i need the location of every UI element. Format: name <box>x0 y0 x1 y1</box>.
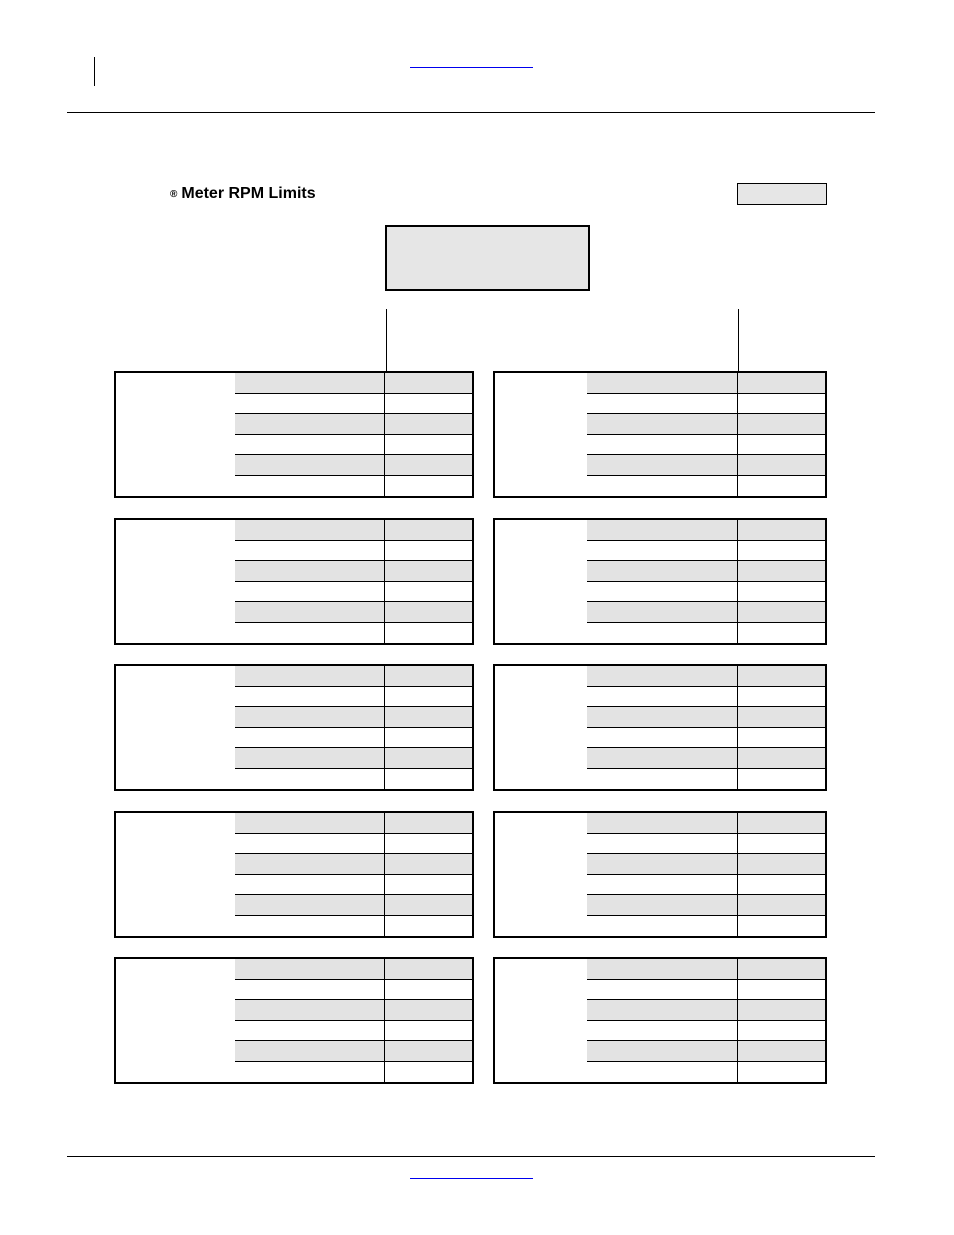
limits-table-left <box>114 664 474 791</box>
table-cell-value <box>738 435 825 455</box>
table-cell-value <box>385 728 472 748</box>
table-cell-label <box>235 769 385 790</box>
table-cell-label <box>587 561 738 581</box>
table-row <box>587 541 825 562</box>
table-row <box>587 582 825 603</box>
table-cell-label <box>587 959 738 979</box>
table-cell-label <box>235 1021 385 1041</box>
table-row <box>235 476 472 497</box>
table-cell-label <box>587 435 738 455</box>
table-row <box>587 1000 825 1021</box>
limits-table-right <box>493 957 827 1084</box>
table-row <box>587 916 825 937</box>
table-cell-value <box>385 834 472 854</box>
table-grid <box>587 520 825 643</box>
table-row <box>587 813 825 834</box>
table-cell-label <box>587 748 738 768</box>
table-cell-label <box>587 373 738 393</box>
table-row <box>587 854 825 875</box>
table-cell-label <box>235 455 385 475</box>
table-cell-label <box>587 414 738 434</box>
table-cell-label <box>587 582 738 602</box>
table-row <box>587 748 825 769</box>
table-cell-value <box>738 980 825 1000</box>
table-grid <box>587 959 825 1082</box>
table-cell-value <box>738 854 825 874</box>
table-row <box>587 707 825 728</box>
table-cell-label <box>587 1041 738 1061</box>
table-cell-label <box>235 541 385 561</box>
table-cell-label <box>235 582 385 602</box>
table-cell-value <box>385 1021 472 1041</box>
table-cell-value <box>385 875 472 895</box>
table-cell-value <box>738 916 825 937</box>
table-cell-label <box>587 728 738 748</box>
table-cell-label <box>235 959 385 979</box>
table-cell-label <box>235 623 385 644</box>
table-cell-label <box>235 748 385 768</box>
connector-line-left <box>386 309 387 371</box>
table-row <box>235 1000 472 1021</box>
table-cell-label <box>587 394 738 414</box>
table-cell-label <box>587 980 738 1000</box>
table-cell-label <box>235 373 385 393</box>
table-cell-label <box>587 875 738 895</box>
table-cell-label <box>587 687 738 707</box>
table-cell-value <box>385 582 472 602</box>
table-row <box>235 582 472 603</box>
table-row <box>235 414 472 435</box>
table-row <box>587 1041 825 1062</box>
table-cell-value <box>738 394 825 414</box>
table-cell-label <box>235 687 385 707</box>
table-cell-value <box>385 476 472 497</box>
table-row <box>587 834 825 855</box>
table-cell-label <box>587 769 738 790</box>
table-grid <box>235 666 472 789</box>
table-cell-label <box>235 980 385 1000</box>
table-cell-label <box>587 916 738 937</box>
table-row <box>235 769 472 790</box>
table-cell-value <box>738 834 825 854</box>
table-cell-label <box>587 707 738 727</box>
table-cell-label <box>587 455 738 475</box>
table-cell-value <box>738 623 825 644</box>
table-cell-value <box>738 455 825 475</box>
table-cell-value <box>385 748 472 768</box>
table-row <box>235 916 472 937</box>
table-row <box>235 394 472 415</box>
limits-table-left <box>114 371 474 498</box>
table-cell-value <box>738 414 825 434</box>
table-row <box>235 666 472 687</box>
table-row <box>587 875 825 896</box>
table-row <box>587 666 825 687</box>
table-cell-value <box>385 1000 472 1020</box>
table-cell-value <box>385 435 472 455</box>
table-cell-label <box>587 520 738 540</box>
table-cell-value <box>385 1062 472 1083</box>
table-row <box>235 1062 472 1083</box>
table-cell-value <box>385 455 472 475</box>
table-cell-label <box>235 520 385 540</box>
table-row <box>587 394 825 415</box>
table-cell-label <box>587 602 738 622</box>
table-row <box>235 980 472 1001</box>
table-cell-label <box>587 666 738 686</box>
table-cell-label <box>235 476 385 497</box>
table-row <box>235 561 472 582</box>
table-cell-value <box>385 1041 472 1061</box>
table-cell-label <box>587 834 738 854</box>
table-cell-label <box>587 895 738 915</box>
table-row <box>235 1021 472 1042</box>
table-row <box>235 373 472 394</box>
table-cell-value <box>385 623 472 644</box>
registered-mark: ® <box>170 189 178 200</box>
table-cell-value <box>385 373 472 393</box>
table-cell-value <box>738 1041 825 1061</box>
table-cell-value <box>738 666 825 686</box>
table-cell-label <box>235 602 385 622</box>
table-cell-label <box>587 541 738 561</box>
table-grid <box>235 813 472 936</box>
table-cell-label <box>235 1000 385 1020</box>
table-row <box>235 959 472 980</box>
table-cell-label <box>587 1000 738 1020</box>
table-row <box>235 813 472 834</box>
table-row <box>235 728 472 749</box>
table-grid <box>587 373 825 496</box>
table-row <box>235 541 472 562</box>
header-rule <box>67 112 875 113</box>
table-cell-label <box>587 854 738 874</box>
limits-table-right <box>493 664 827 791</box>
table-cell-value <box>738 707 825 727</box>
table-row <box>587 959 825 980</box>
table-cell-value <box>738 875 825 895</box>
table-cell-value <box>738 687 825 707</box>
limits-table-left <box>114 957 474 1084</box>
table-cell-label <box>235 414 385 434</box>
table-cell-label <box>235 854 385 874</box>
table-cell-value <box>385 980 472 1000</box>
table-row <box>587 728 825 749</box>
table-row <box>235 1041 472 1062</box>
table-cell-value <box>738 769 825 790</box>
limits-table-left <box>114 518 474 645</box>
table-cell-label <box>235 1062 385 1083</box>
table-cell-value <box>738 1062 825 1083</box>
header-margin-tick <box>94 57 95 86</box>
table-cell-label <box>587 1062 738 1083</box>
table-cell-value <box>738 476 825 497</box>
table-cell-value <box>738 895 825 915</box>
table-row <box>587 414 825 435</box>
table-cell-value <box>385 895 472 915</box>
title-text: Meter RPM Limits <box>181 185 316 202</box>
table-cell-label <box>587 1021 738 1041</box>
table-row <box>587 373 825 394</box>
table-cell-value <box>385 813 472 833</box>
table-cell-value <box>738 748 825 768</box>
table-row <box>235 707 472 728</box>
table-row <box>235 455 472 476</box>
table-cell-value <box>385 541 472 561</box>
table-cell-value <box>385 602 472 622</box>
table-row <box>587 602 825 623</box>
table-cell-label <box>235 394 385 414</box>
table-cell-value <box>385 666 472 686</box>
table-row <box>587 476 825 497</box>
table-cell-value <box>738 813 825 833</box>
table-cell-label <box>235 728 385 748</box>
table-cell-label <box>235 916 385 937</box>
table-row <box>235 435 472 456</box>
table-cell-label <box>587 813 738 833</box>
table-cell-label <box>587 476 738 497</box>
table-cell-value <box>385 394 472 414</box>
table-cell-value <box>385 414 472 434</box>
center-field-box <box>385 225 590 291</box>
table-cell-value <box>738 959 825 979</box>
table-cell-value <box>385 769 472 790</box>
table-cell-label <box>587 623 738 644</box>
table-grid <box>587 666 825 789</box>
table-cell-value <box>738 561 825 581</box>
table-row <box>587 1021 825 1042</box>
table-cell-value <box>738 1000 825 1020</box>
table-cell-label <box>235 707 385 727</box>
table-cell-value <box>385 916 472 937</box>
table-cell-value <box>738 1021 825 1041</box>
table-cell-label <box>235 561 385 581</box>
table-row <box>235 854 472 875</box>
table-cell-label <box>235 1041 385 1061</box>
limits-table-left <box>114 811 474 938</box>
table-cell-label <box>235 813 385 833</box>
page-title <box>170 184 316 204</box>
table-cell-value <box>738 602 825 622</box>
table-grid <box>235 373 472 496</box>
table-row <box>235 623 472 644</box>
table-cell-value <box>385 854 472 874</box>
table-row <box>235 687 472 708</box>
table-grid <box>235 520 472 643</box>
table-grid <box>235 959 472 1082</box>
table-row <box>587 623 825 644</box>
limits-table-right <box>493 518 827 645</box>
table-cell-value <box>738 520 825 540</box>
table-row <box>587 769 825 790</box>
table-cell-value <box>738 728 825 748</box>
table-cell-value <box>738 582 825 602</box>
table-cell-label <box>235 895 385 915</box>
table-row <box>235 895 472 916</box>
table-row <box>587 455 825 476</box>
table-cell-label <box>235 666 385 686</box>
table-row <box>587 1062 825 1083</box>
table-row <box>587 980 825 1001</box>
table-row <box>235 834 472 855</box>
footer-rule <box>67 1156 875 1157</box>
table-row <box>235 748 472 769</box>
connector-line-right <box>738 309 739 371</box>
top-right-field <box>737 183 827 205</box>
table-row <box>587 561 825 582</box>
table-cell-value <box>385 520 472 540</box>
limits-table-right <box>493 811 827 938</box>
table-row <box>235 602 472 623</box>
table-cell-value <box>738 373 825 393</box>
table-row <box>587 895 825 916</box>
table-row <box>587 687 825 708</box>
table-cell-value <box>385 707 472 727</box>
table-cell-label <box>235 834 385 854</box>
table-cell-label <box>235 435 385 455</box>
table-cell-label <box>235 875 385 895</box>
limits-table-right <box>493 371 827 498</box>
table-row <box>587 520 825 541</box>
table-cell-value <box>385 959 472 979</box>
table-cell-value <box>385 561 472 581</box>
table-cell-value <box>738 541 825 561</box>
table-row <box>235 875 472 896</box>
table-row <box>235 520 472 541</box>
table-row <box>587 435 825 456</box>
header-link-underline[interactable] <box>410 67 533 68</box>
table-cell-value <box>385 687 472 707</box>
table-grid <box>587 813 825 936</box>
footer-link-underline[interactable] <box>410 1178 533 1179</box>
